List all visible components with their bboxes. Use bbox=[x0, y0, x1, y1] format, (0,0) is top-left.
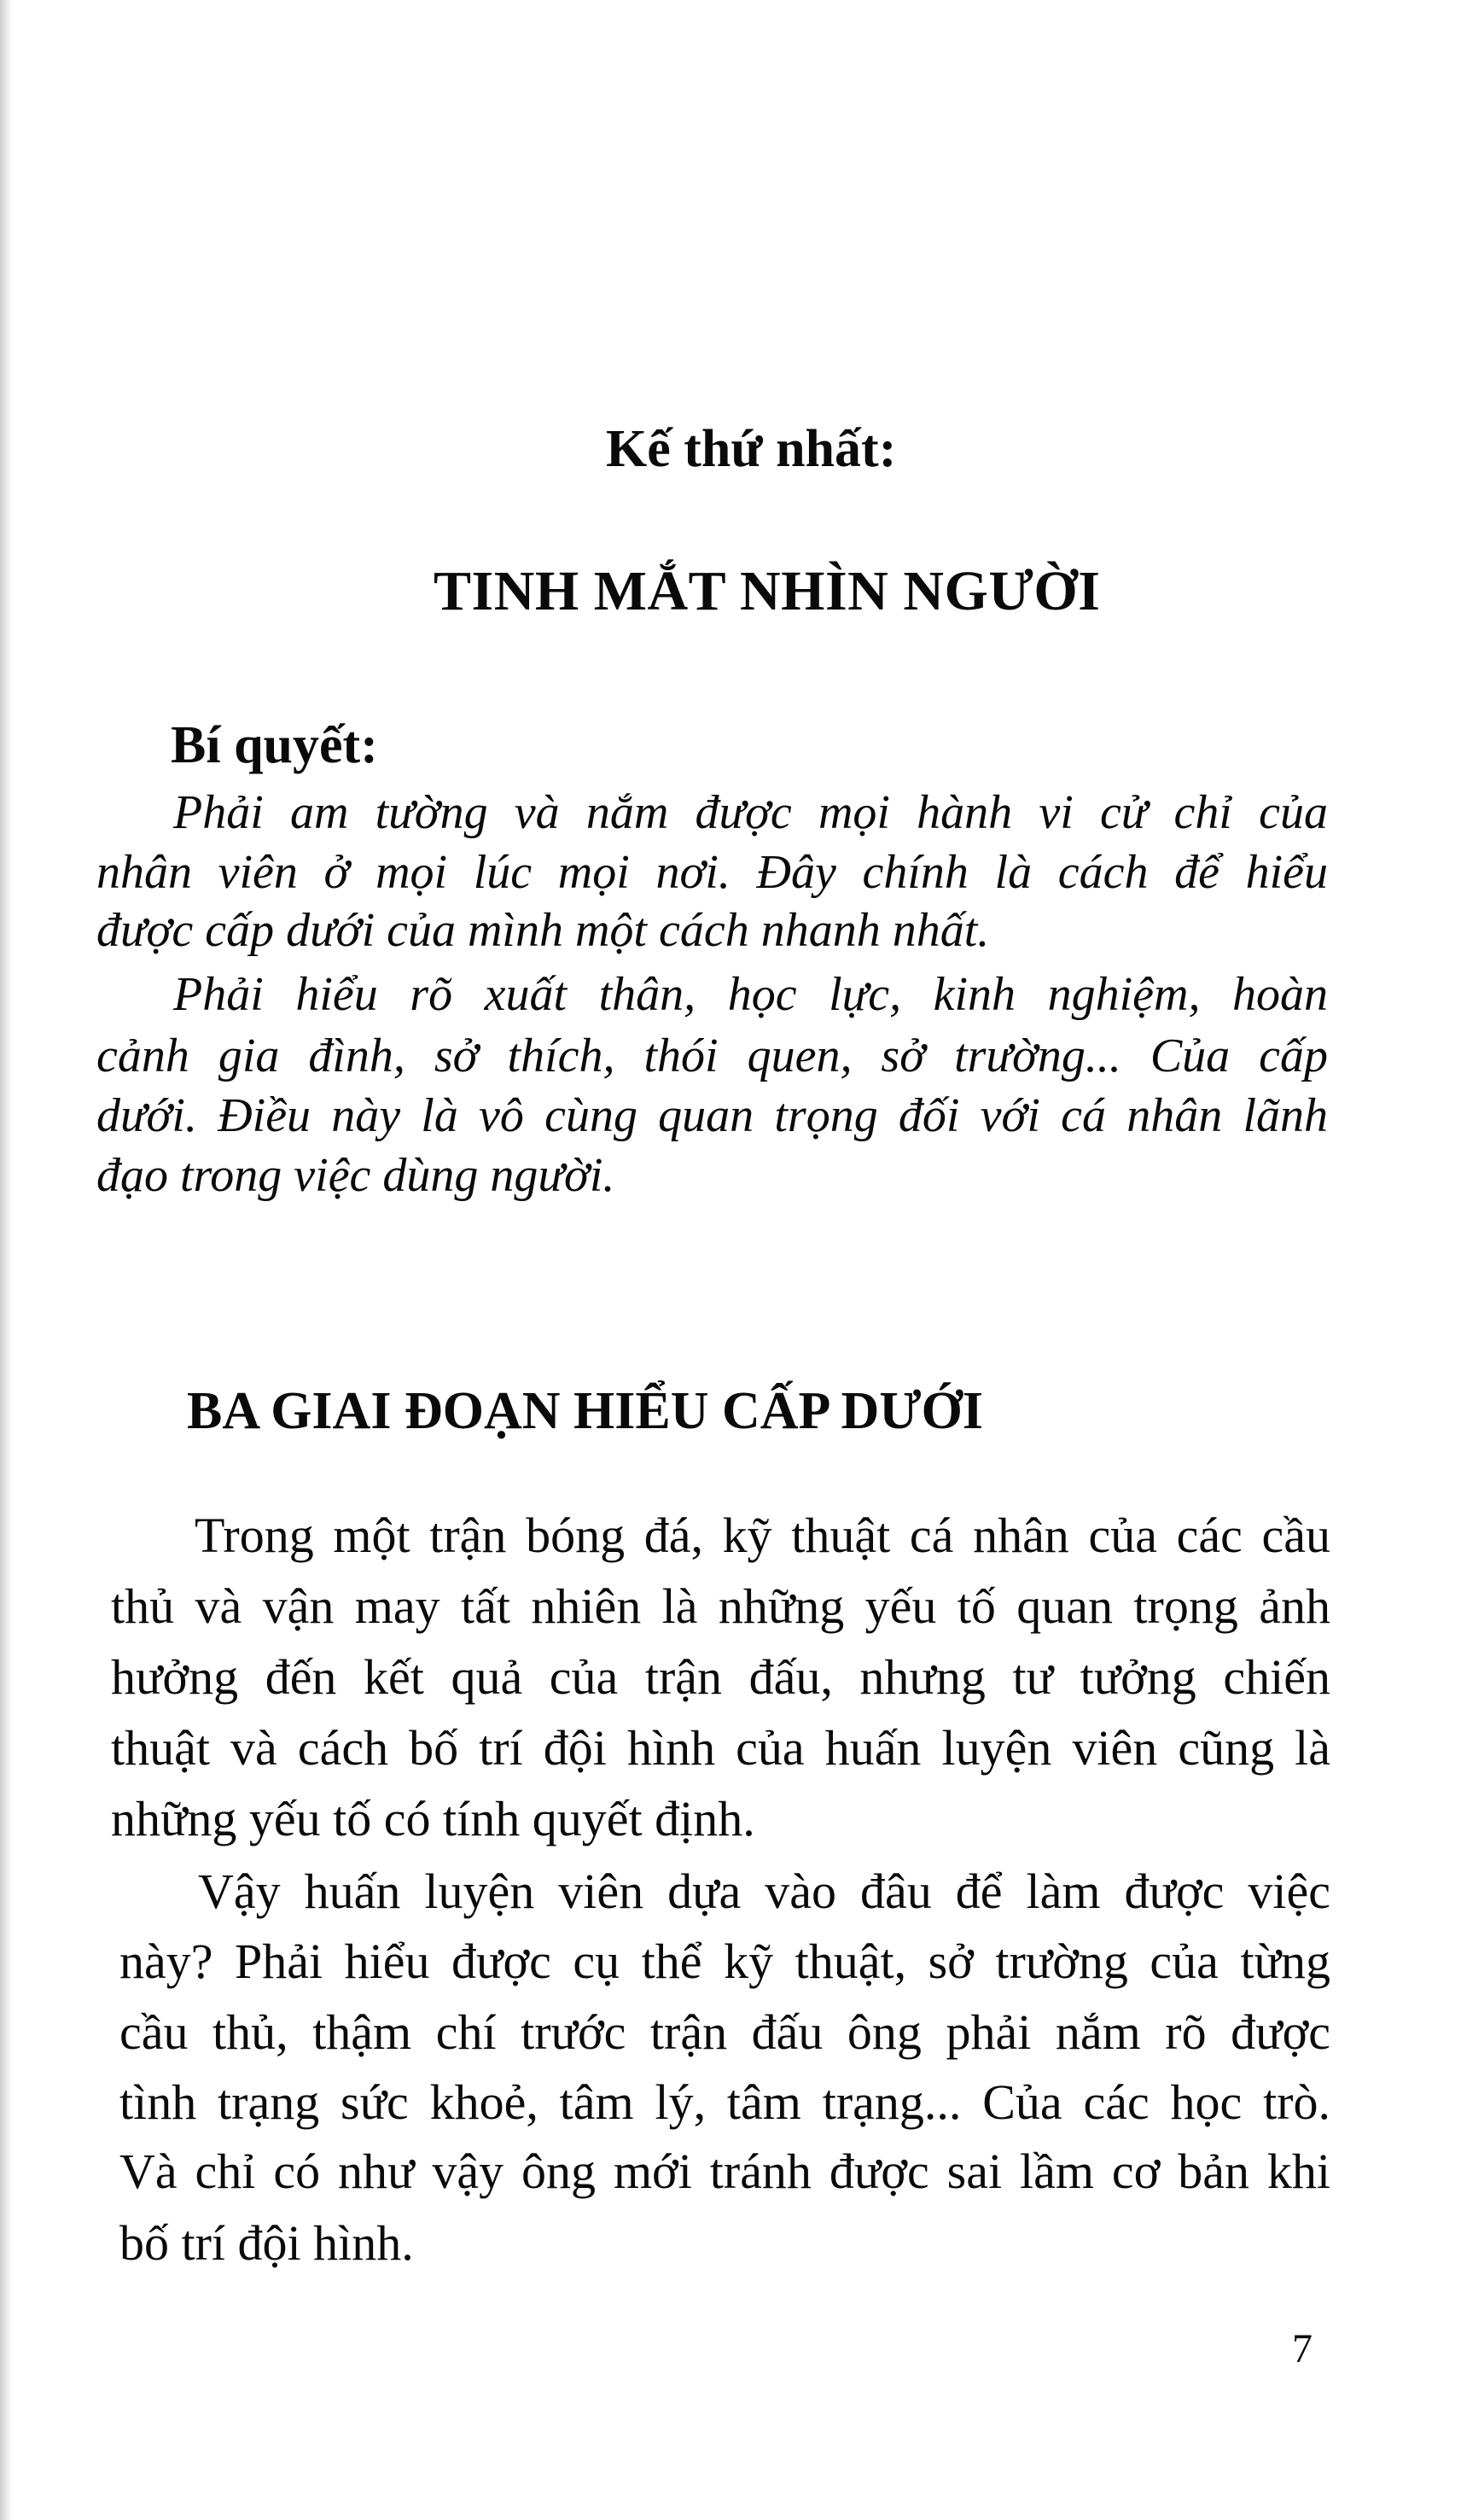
text-line: đạo trong việc dùng người. bbox=[96, 1149, 615, 1202]
text-line: tình trạng sức khoẻ, tâm lý, tâm trạng... Của các học trò. bbox=[119, 2074, 1330, 2130]
page-edge-shadow bbox=[0, 0, 12, 2520]
text-line: dưới. Điều này là vô cùng quan trọng đối với cá nhân lãnh bbox=[96, 1089, 1328, 1142]
secret-label: Bí quyết: bbox=[171, 716, 378, 774]
text-line: này? Phải hiểu được cụ thể kỹ thuật, sở trường của từng bbox=[119, 1934, 1330, 1989]
text-line: Vậy huấn luyện viên dựa vào đâu để làm được việc bbox=[198, 1864, 1330, 1919]
page-number: 7 bbox=[1292, 2326, 1313, 2371]
text-line: Phải am tường và nắm được mọi hành vi cử chỉ của bbox=[173, 786, 1328, 839]
text-line: hưởng đến kết quả của trận đấu, nhưng tư tưởng chiến bbox=[111, 1649, 1330, 1705]
section-heading: BA GIAI ĐOẠN HIỂU CẤP DƯỚI bbox=[187, 1382, 983, 1440]
text-line: bố trí đội hình. bbox=[119, 2215, 414, 2271]
chapter-title: TINH MẮT NHÌN NGƯỜI bbox=[434, 560, 1101, 622]
text-line: Trong một trận bóng đá, kỹ thuật cá nhân của các cầu bbox=[195, 1508, 1330, 1563]
chapter-label: Kế thứ nhất: bbox=[606, 420, 897, 478]
text-line: nhân viên ở mọi lúc mọi nơi. Đây chính là cách để hiểu bbox=[96, 846, 1328, 899]
text-line: Phải hiểu rõ xuất thân, học lực, kinh nghiệm, hoàn bbox=[173, 968, 1328, 1021]
text-line: thuật và cách bố trí đội hình của huấn luyện viên cũng là bbox=[111, 1720, 1330, 1776]
text-line: thủ và vận may tất nhiên là những yếu tố quan trọng ảnh bbox=[111, 1578, 1330, 1634]
text-line: cảnh gia đình, sở thích, thói quen, sở trường... Của cấp bbox=[96, 1030, 1328, 1082]
text-line: những yếu tố có tính quyết định. bbox=[111, 1791, 755, 1846]
text-line: được cấp dưới của mình một cách nhanh nhất. bbox=[96, 904, 990, 957]
text-line: Và chỉ có như vậy ông mới tránh được sai lầm cơ bản khi bbox=[119, 2144, 1330, 2199]
text-line: cầu thủ, thậm chí trước trận đấu ông phải nắm rõ được bbox=[119, 2004, 1330, 2060]
